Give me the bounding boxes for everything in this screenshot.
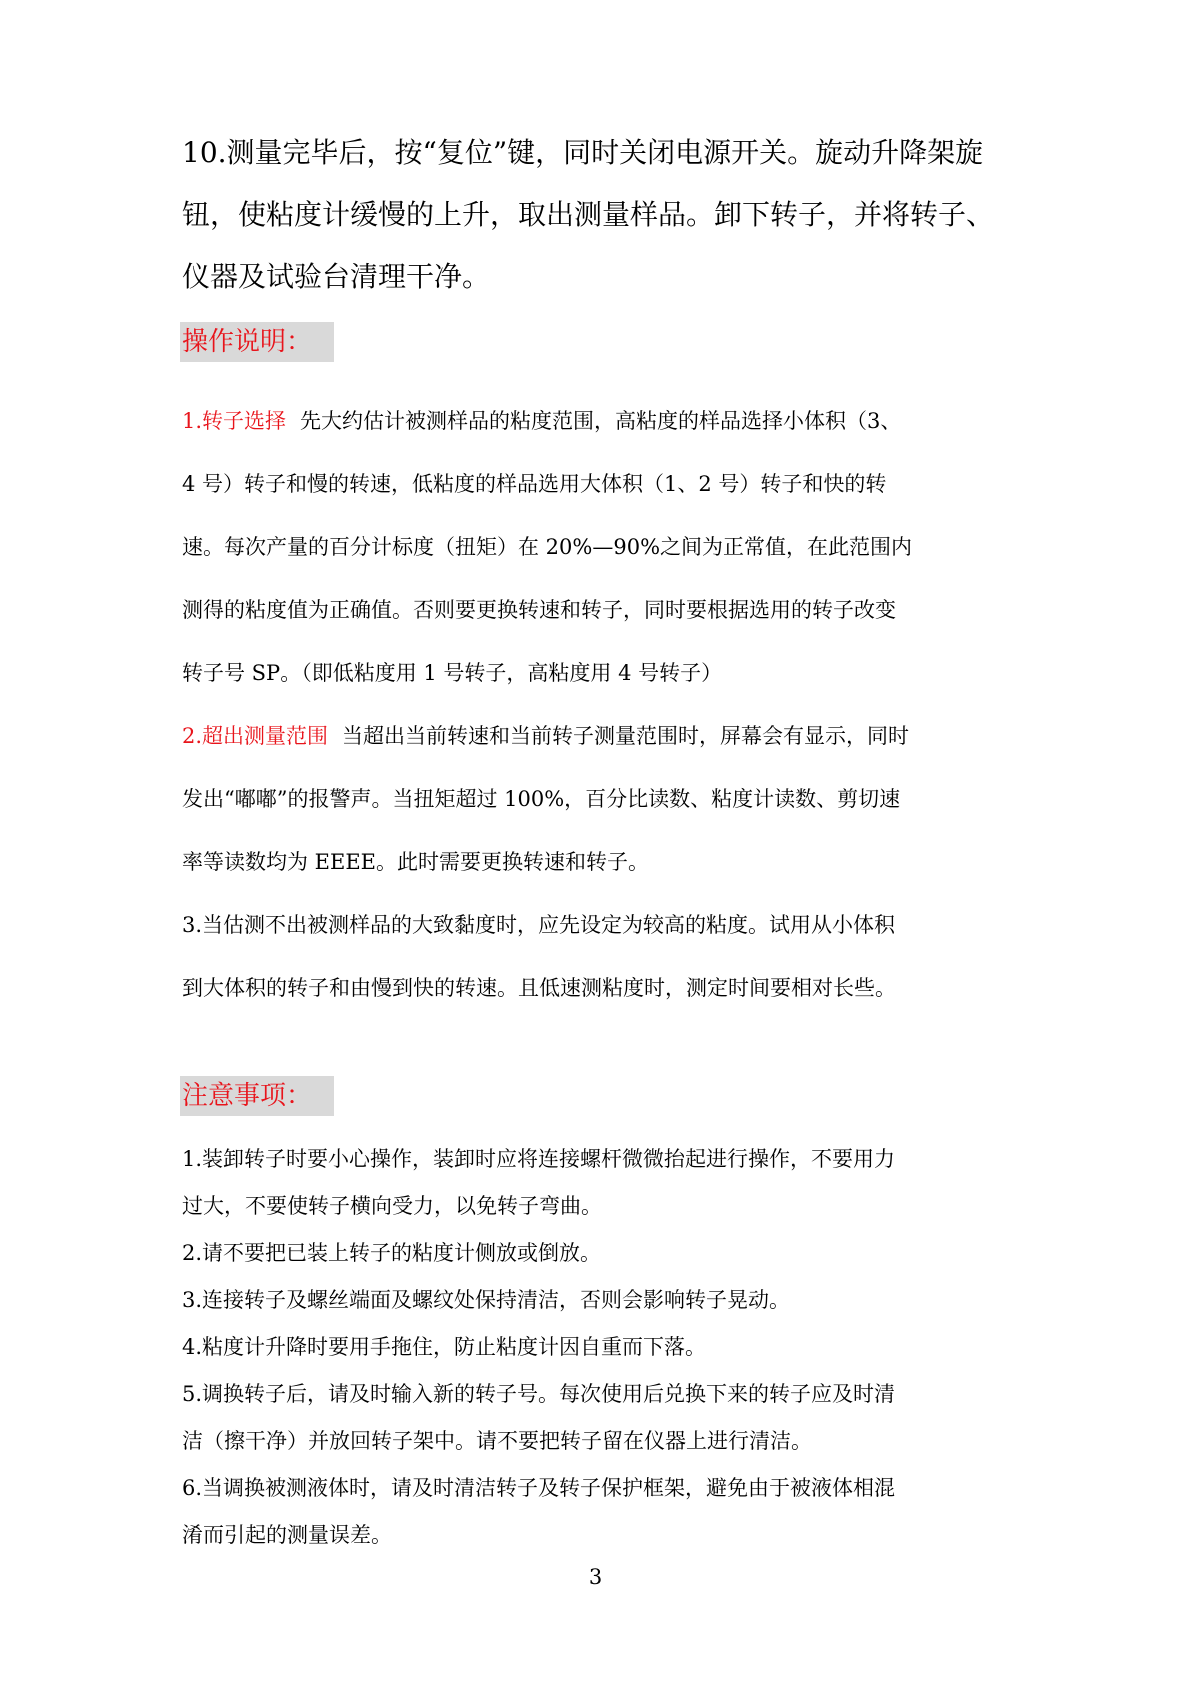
paragraph-line: 测得的粘度值为正确值。否则要更换转速和转子，同时要根据选用的转子改变 bbox=[182, 598, 896, 622]
list-item-line: 洁（擦干净）并放回转子架中。请不要把转子留在仪器上进行清洁。 bbox=[182, 1429, 812, 1453]
paragraph-line: 速。每次产量的百分计标度（扭矩）在 20%—90%之间为正常值，在此范围内 bbox=[182, 535, 913, 559]
out-of-range-label: 2.超出测量范围 bbox=[182, 724, 329, 748]
list-item-line: 5.调换转子后，请及时输入新的转子号。每次使用后兑换下来的转子应及时清 bbox=[182, 1382, 896, 1406]
list-item-line: 4.粘度计升降时要用手拖住，防止粘度计因自重而下落。 bbox=[182, 1335, 707, 1359]
paragraph-line: 4 号）转子和慢的转速，低粘度的样品选用大体积（1、2 号）转子和快的转 bbox=[182, 472, 887, 496]
paragraph-line: 到大体积的转子和由慢到快的转速。且低速测粘度时，测定时间要相对长些。 bbox=[182, 976, 896, 1000]
operation-instructions-heading: 操作说明： bbox=[180, 322, 334, 362]
list-item-line: 2.请不要把已装上转子的粘度计侧放或倒放。 bbox=[182, 1241, 602, 1265]
paragraph-line: 10.测量完毕后，按“复位”键，同时关闭电源开关。旋动升降架旋 bbox=[182, 136, 984, 169]
paragraph-line: 3.当估测不出被测样品的大致黏度时，应先设定为较高的粘度。试用从小体积 bbox=[182, 913, 896, 937]
paragraph-line bbox=[182, 390, 1022, 453]
page-number: 3 bbox=[588, 1565, 603, 1589]
paragraph-line: 转子号 SP。（即低粘度用 1 号转子，高粘度用 4 号转子） bbox=[182, 661, 723, 685]
paragraph-line bbox=[182, 705, 1022, 768]
list-item-line: 过大，不要使转子横向受力，以免转子弯曲。 bbox=[182, 1194, 602, 1218]
list-item-line: 3.连接转子及螺丝端面及螺纹处保持清洁，否则会影响转子晃动。 bbox=[182, 1288, 791, 1312]
paragraph-line: 钮，使粘度计缓慢的上升，取出测量样品。卸下转子，并将转子、 bbox=[182, 198, 995, 231]
paragraph-line: 率等读数均为 EEEE。此时需要更换转速和转子。 bbox=[182, 850, 649, 874]
list-item-line: 淆而引起的测量误差。 bbox=[182, 1523, 392, 1547]
paragraph-text: 当超出当前转速和当前转子测量范围时，屏幕会有显示，同时 bbox=[342, 724, 910, 748]
paragraph-line: 仪器及试验台清理干净。 bbox=[182, 260, 491, 293]
list-item-line: 6.当调换被测液体时，请及时清洁转子及转子保护框架，避免由于被液体相混 bbox=[182, 1476, 896, 1500]
paragraph-text: 先大约估计被测样品的粘度范围，高粘度的样品选择小体积（3、 bbox=[300, 409, 902, 433]
rotor-selection-label: 1.转子选择 bbox=[182, 409, 287, 433]
paragraph-line: 发出“嘟嘟”的报警声。当扭矩超过 100%，百分比读数、粘度计读数、剪切速 bbox=[182, 787, 901, 811]
precautions-list bbox=[182, 1136, 1022, 1559]
operation-instructions-body bbox=[182, 390, 1022, 1020]
precautions-heading: 注意事项： bbox=[180, 1076, 334, 1116]
step-10-paragraph bbox=[182, 122, 1022, 308]
list-item-line: 1.装卸转子时要小心操作，装卸时应将连接螺杆微微抬起进行操作，不要用力 bbox=[182, 1147, 896, 1171]
